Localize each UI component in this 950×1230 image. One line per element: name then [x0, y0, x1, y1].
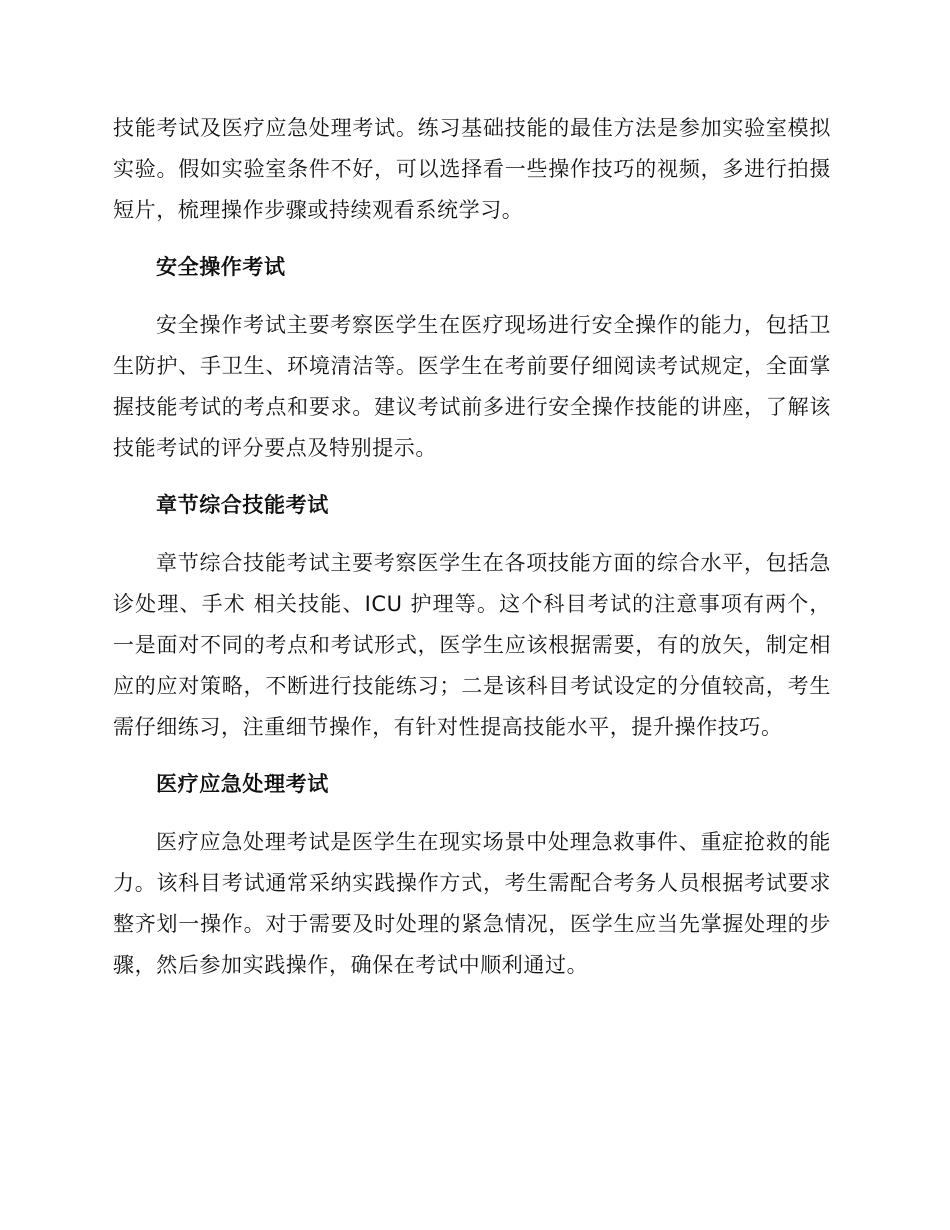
- section-heading-safety-operation: 安全操作考试: [156, 255, 286, 279]
- document-body: [113, 108, 831, 986]
- section-heading-emergency-handling: 医疗应急处理考试: [156, 772, 329, 796]
- section-body-comprehensive-skills: 章节综合技能考试主要考察医学生在各项技能方面的综合水平，包括急诊处理、手术 相关技能、ICU 护理等。这个科目考试的注意事项有两个，一是面对不同的考点和考试形式，医学生应该根据需要，有的放矢，制定相应的应对策略，不断进行技能练习；二是该科目考试设定的分值较高，考生需仔细练习，注重细节操作，有针对性提高技能水平，提升操作技巧。: [113, 551, 831, 739]
- section-body-safety-operation: 安全操作考试主要考察医学生在医疗现场进行安全操作的能力，包括卫生防护、手卫生、环境清洁等。医学生在考前要仔细阅读考试规定，全面掌握技能考试的考点和要求。建议考试前多进行安全操作技能的讲座，了解该技能考试的评分要点及特别提示。: [113, 313, 831, 460]
- section-body-emergency-handling: 医疗应急处理考试是医学生在现实场景中处理急救事件、重症抢救的能力。该科目考试通常采纳实践操作方式，考生需配合考务人员根据考试要求整齐划一操作。对于需要及时处理的紧急情况，医学生应当先掌握处理的步骤，然后参加实践操作，确保在考试中顺利通过。: [113, 830, 831, 977]
- intro-paragraph: 技能考试及医疗应急处理考试。练习基础技能的最佳方法是参加实验室模拟实验。假如实验室条件不好，可以选择看一些操作技巧的视频，多进行拍摄短片，梳理操作步骤或持续观看系统学习。: [113, 116, 831, 222]
- section-heading-comprehensive-skills: 章节综合技能考试: [156, 493, 329, 517]
